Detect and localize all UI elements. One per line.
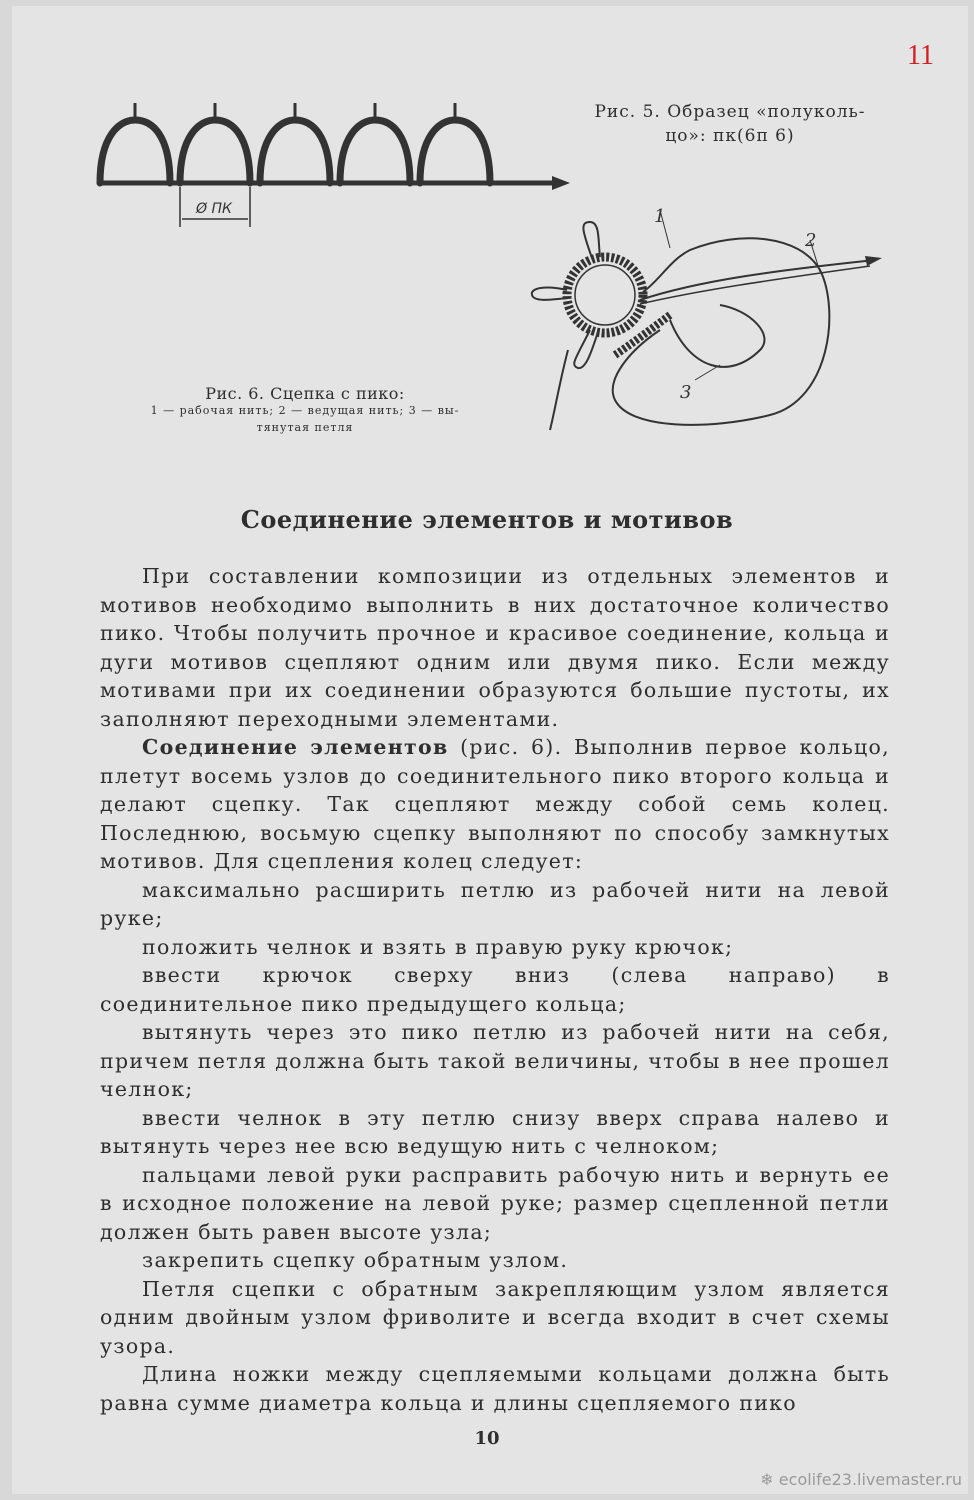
half-ring-2 xyxy=(180,120,250,183)
half-ring-1 xyxy=(100,120,170,183)
paragraph-joining xyxy=(100,733,890,876)
snowflake-icon: ❄ xyxy=(760,1470,779,1489)
step-6: пальцами левой руки расправить рабочую нить и вернуть ее в исходное положение на левой руке; размер сцепленной петли должен быть равен высоте узла; xyxy=(100,1162,890,1244)
figure-5-half-rings xyxy=(90,95,580,245)
page-number: 10 xyxy=(474,1428,500,1449)
step-4: вытянуть через это пико петлю из рабочей нити на себя, причем петля должна быть такой величины, чтобы в нее прошел челнок; xyxy=(100,1020,890,1101)
figure-6-caption-line1: 1 — рабочая нить; 2 — ведущая нить; 3 — вы- xyxy=(150,404,460,417)
figure-5-caption-line2: цо»: пк(6п 6) xyxy=(665,126,795,146)
paragraph-length: Длина ножки между сцепляемыми кольцами должна быть равна сумме диаметра кольца и длины сцепляемого пико xyxy=(100,1362,890,1415)
paragraph-joining-title: Соединение элементов xyxy=(142,735,449,759)
section-heading: Соединение элементов и мотивов xyxy=(240,505,734,534)
paragraph-loop: Петля сцепки с обратным закрепляющим узлом является одним двойным узлом фриволите и всегда входит в счет схемы узора. xyxy=(100,1276,890,1358)
body-text xyxy=(100,562,890,1417)
half-ring-3 xyxy=(260,120,330,183)
figure-6-caption-main: Рис. 6. Сцепка с пико: xyxy=(205,384,405,403)
step-7: закрепить сцепку обратным узлом. xyxy=(142,1248,569,1272)
figure-6-caption xyxy=(105,385,505,436)
figure-5-caption xyxy=(560,100,900,148)
leading-thread xyxy=(640,260,875,300)
label-1: 1 xyxy=(654,206,666,227)
step-2: положить челнок и взять в правую руку крючок; xyxy=(142,934,734,959)
corner-page-number: 11 xyxy=(907,40,934,71)
paragraph-joining-text: (рис. 6). Выполнив первое кольцо, плетут восемь узлов до соединительного пико второго кольца и делают сцепку. Так сцепляют между собой семь колец. Последнюю, восьмую сцепку выполняют по способу замкнутых мотивов. Для сцепления колец следует: xyxy=(100,735,890,873)
label-3: 3 xyxy=(680,382,692,403)
step-1: максимально расширить петлю из рабочей нити на левой руке; xyxy=(100,877,890,930)
watermark xyxy=(760,1470,962,1489)
picot-bottom xyxy=(574,330,598,368)
watermark-text: ecolife23.livemaster.ru xyxy=(778,1470,962,1489)
chain-stitches xyxy=(615,315,670,355)
step-3: ввести крючок сверху вниз (слева направо) в соединительное пико предыдущего кольца; xyxy=(100,963,890,1016)
label-2: 2 xyxy=(805,230,817,251)
dimension-label: Ø ПК xyxy=(196,201,232,217)
figure-6-caption-line2: тянутая петля xyxy=(256,421,354,434)
step-5: ввести челнок в эту петлю снизу вверх справа налево и вытянуть через нее всю ведущую нить с челноком; xyxy=(100,1105,890,1158)
paragraph-intro: При составлении композиции из отдельных элементов и мотивов необходимо выполнить в них достаточное количество пико. Чтобы получить прочное и красивое соединение, кольца и дуги мотивов сцепляют одним или двумя пико. Если между мотивами при их соединении образуются большие пустоты, их заполняют переходными элементами. xyxy=(100,564,890,731)
working-thread xyxy=(613,238,830,425)
picot-top xyxy=(583,222,600,258)
ring xyxy=(567,257,643,333)
half-ring-4 xyxy=(340,120,410,183)
figure-5-caption-line1: Рис. 5. Образец «полуколь- xyxy=(594,102,866,122)
figure-6-ring-link xyxy=(520,200,900,440)
pulled-loop xyxy=(670,305,764,367)
half-ring-5 xyxy=(420,120,490,183)
